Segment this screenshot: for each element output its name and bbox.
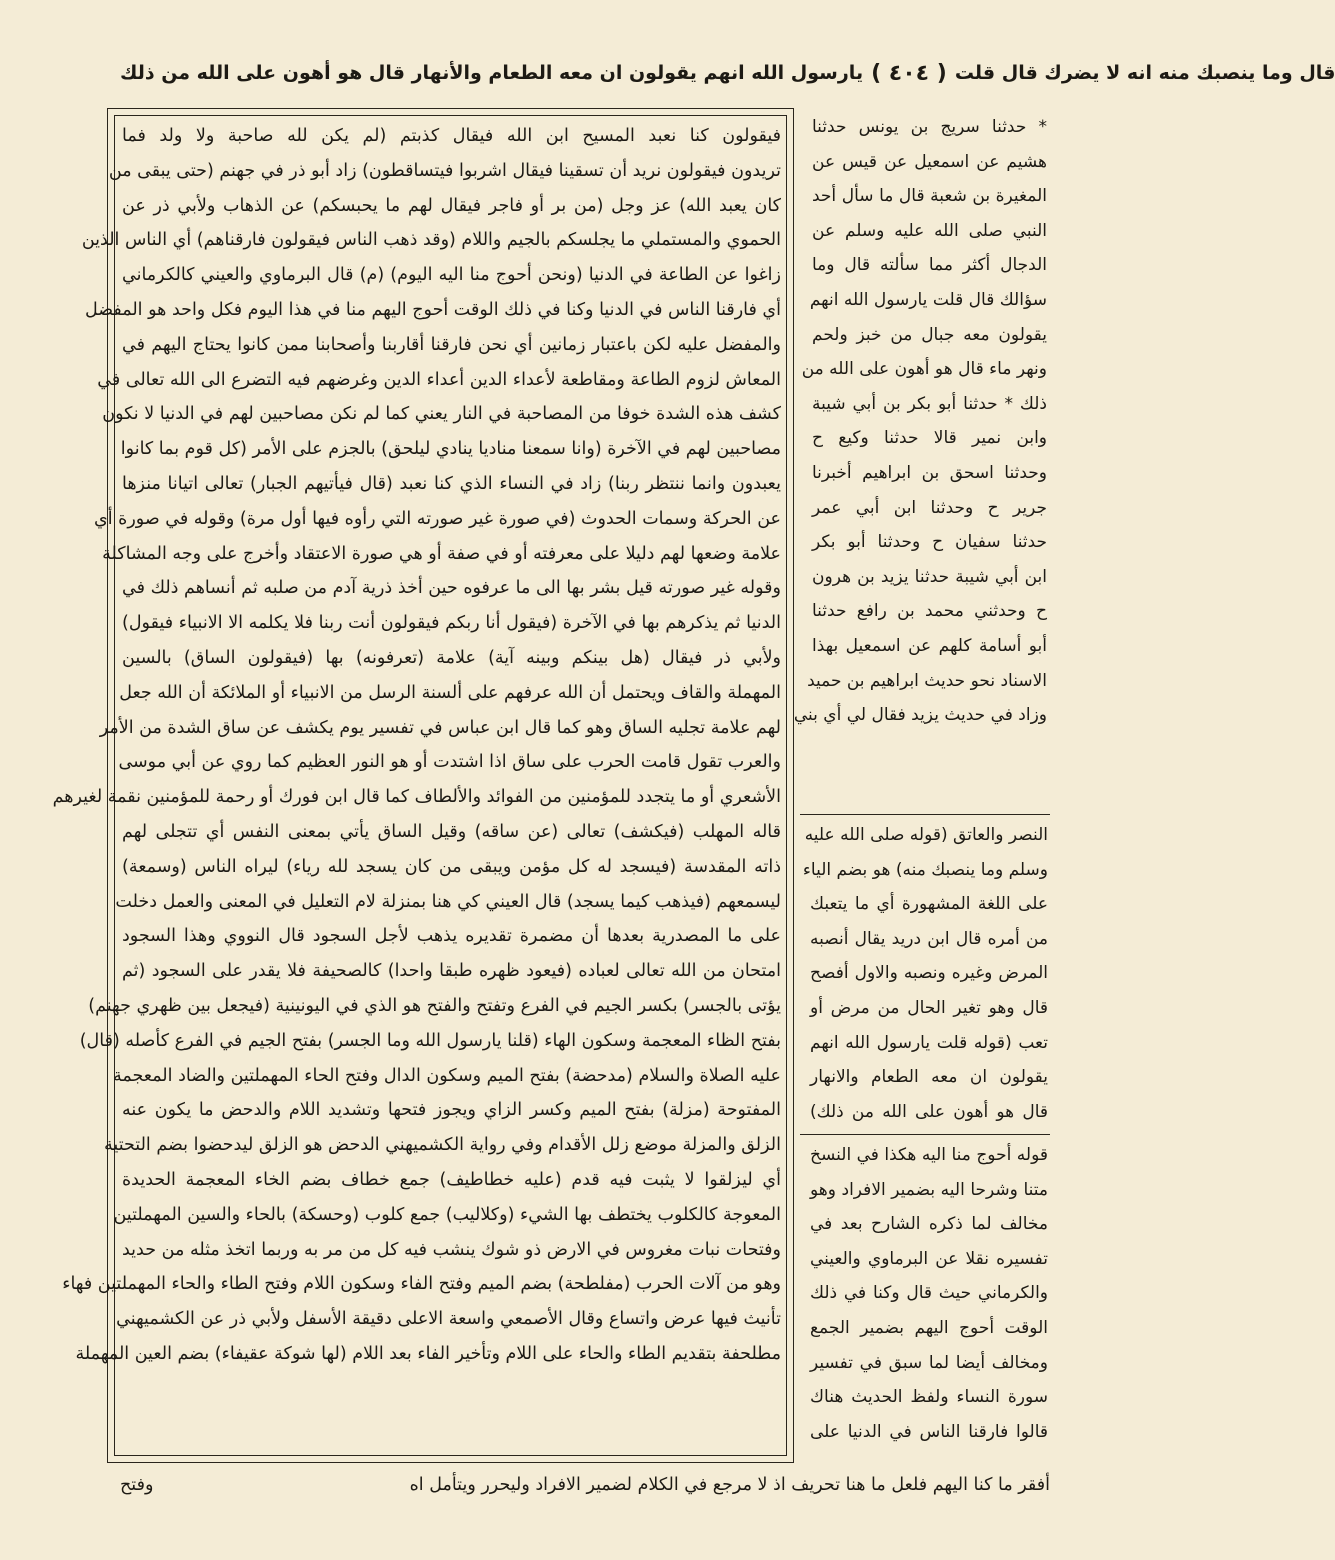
margin-middle-line: على اللغة المشهورة أي ما يتعبك: [810, 894, 1048, 915]
main-text-line: أي ليزلقوا لا يثبت فيه قدم (عليه خطاطيف) جمع خطاف بضم الخاء المعجمة الحديدة: [122, 1169, 781, 1190]
main-text-line: قاله المهلب (فيكشف) تعالى (عن ساقه) وقيل الساق يأتي بمعنى النفس أي تتجلى لهم: [122, 821, 781, 842]
margin-bottom-line: قالوا فارقنا الناس في الدنيا على: [810, 1421, 1048, 1442]
margin-top-line: هشيم عن اسمعيل عن قيس عن: [812, 151, 1047, 172]
margin-bottom-line: متنا وشرحا اليه بضمير الافراد وهو: [810, 1179, 1048, 1200]
main-text-line: تأنيث فيها عرض واتساع وقال الأصمعي واسعة الاعلى دقيقة الأسفل ولأبي ذر عن الكشميهني: [116, 1309, 781, 1330]
main-text-line: كشف هذه الشدة خوفا من المصاحبة في النار يعني كما لم نكن مصاحبين لهم في الدنيا لا نكون: [102, 404, 781, 425]
main-text-line: امتحان من الله تعالى لعباده (فيعود ظهره طبقا واحدا) كالصحيفة فلا يقدر على السجود (ثم: [122, 961, 781, 982]
margin-top-line: المغيرة بن شعبة قال ما سأل أحد: [812, 186, 1047, 207]
margin-top-line: سؤالك قال قلت يارسول الله انهم: [809, 289, 1047, 310]
main-text-line: والمفضل عليه لكن باعتبار زمانين أي نحن فارقنا أقاربنا وأصحابنا ممن كانوا يحتاج اليهم في: [122, 334, 781, 355]
main-text-line: والعرب تقول قامت الحرب على ساق اذا اشتدت أو هو النور العظيم كما روي عن أبي موسى: [118, 752, 781, 773]
margin-top-line: ذلك * حدثنا أبو بكر بن أبي شيبة: [812, 393, 1047, 414]
main-text-line: المفتوحة (مزلة) بفتح الميم وكسر الزاي ويجوز فتحها وتشديد اللام والدحض ما يكون عنه: [122, 1100, 781, 1121]
main-text-line: الزلق والمزلة موضع زلل الأقدام وفي رواية الكشميهني الدحض هو الزلق ليدحضوا بضم التحتية: [104, 1135, 781, 1156]
page-number: ( ٤٠٤ ): [871, 60, 947, 86]
main-text-line: وقوله غير صورته قيل بشر بها الى ما عرفوه حين أخذ ذرية آدم من صلبه ثم أنساهم ذلك في: [122, 578, 781, 599]
main-text-line: ذاته المقدسة (فيسجد له كل مؤمن ويبقى من كان يسجد لله رياء) ليراه الناس (وسمعة): [122, 856, 781, 877]
main-text-frame: [52, 108, 794, 1463]
margin-top-line: النبي صلى الله عليه وسلم عن: [812, 220, 1047, 241]
main-text-line: الدنيا ثم يذكرهم بها في الآخرة (فيقول أنا ربكم فيقولون أنت ربنا فلا يكلمه الا الانبياء فيقول): [122, 613, 781, 634]
main-text-line: وفتحات نبات مغروس في الارض ذو شوك ينشب فيه كل من مر به وربما اتخذ مثله من حديد: [122, 1239, 781, 1260]
margin-top-line: أبو أسامة كلهم عن اسمعيل بهذا: [812, 635, 1047, 656]
margin-top-line: * حدثنا سريج بن يونس حدثنا: [812, 117, 1047, 137]
margin-bottom-line: سورة النساء ولفظ الحديث هناك: [810, 1387, 1048, 1408]
main-text-line: يعبدون وانما ننتظر ربنا) زاد في النساء الذي كنا نعبد (قال فيأتيهم الجبار) تعالى اتيانا منزها: [122, 473, 781, 494]
main-text-line: على ما المصدرية بعدها أن مضمرة تقديره يذهب لأجل السجود قال النووي وهذا السجود: [122, 926, 781, 947]
margin-top-line: وحدثنا اسحق بن ابراهيم أخبرنا: [812, 462, 1047, 483]
footer-left-catchword: وفتح: [120, 1475, 154, 1495]
main-text-line: تريدون فيقولون نريد أن تسقينا فيقال اشربوا فيتساقطون) زاد أبو ذر في جهنم (حتى يبقى من: [108, 160, 781, 181]
margin-middle-line: يقولون ان معه الطعام والانهار: [810, 1067, 1048, 1088]
margin-middle-line: النصر والعاتق (قوله صلى الله عليه: [804, 825, 1048, 845]
main-text-line: مصاحبين لهم في الآخرة (وانا سمعنا مناديا ينادي ليلحق) بالجزم على الأمر (كل قوم بما كانوا: [120, 439, 781, 460]
margin-top-line: ح وحدثني محمد بن رافع حدثنا: [812, 601, 1047, 622]
footer-right-text: أفقر ما كنا اليهم فلعل ما هنا تحريف اذ لا مرجع في الكلام لضمير الافراد وليحرر ويتأمل اه: [409, 1475, 1050, 1495]
margin-middle-line: قال وهو تغير الحال من مرض أو: [810, 997, 1048, 1018]
main-text-line: وهو من آلات الحرب (مفلطحة) بضم الميم وفتح الفاء وسكون اللام وفتح الطاء والحاء المهملتين فهاء: [62, 1274, 781, 1295]
margin-bottom-line: مخالف لما ذكره الشارح بعد في: [810, 1214, 1048, 1235]
margin-top-line: ابن أبي شيبة حدثنا يزيد بن هرون: [812, 566, 1047, 587]
main-text-line: زاغوا عن الطاعة في الدنيا (ونحن أحوج منا اليه اليوم) (م) قال البرماوي والعيني كالكرماني: [122, 265, 781, 286]
margin-top-line: الدجال أكثر مما سألته قال وما: [812, 255, 1047, 276]
margin-divider-1: [800, 814, 1050, 815]
margin-top-line: وابن نمير قالا حدثنا وكيع ح: [812, 428, 1047, 449]
margin-bottom-line: قوله أحوج منا اليه هكذا في النسخ: [810, 1145, 1048, 1165]
main-text-line: عليه الصلاة والسلام (مدحضة) بفتح الميم وسكون الدال وفتح الحاء المهملتين والضاد المعجمة: [112, 1065, 781, 1086]
margin-bottom-line: ومخالف أيضا لما سبق في تفسير: [810, 1352, 1048, 1373]
main-text-line: فيقولون كنا نعبد المسيح ابن الله فيقال كذبتم (لم يكن لله صاحبة ولا ولد فما: [122, 126, 781, 146]
main-text-line: أي فارقنا الناس في الدنيا وكنا في ذلك الوقت أحوج اليهم منا في هذا اليوم فكل واحد هو المفضل: [84, 299, 781, 320]
main-text-line: كان يعبد الله) عز وجل (من بر أو فاجر فيقال لهم ما يحبسكم) عن الذهاب ولأبي ذر عن: [122, 195, 781, 216]
margin-text-bottom: [810, 1138, 1048, 1449]
margin-top-line: حدثنا سفيان ح وحدثنا أبو بكر: [812, 532, 1047, 553]
margin-top-line: وزاد في حديث يزيد فقال لي أي بني: [793, 705, 1047, 726]
margin-text-top: [793, 110, 1047, 733]
margin-text-middle: [802, 818, 1048, 1129]
main-text-line: المعوجة كالكلوب يختطف بها الشيء (وكلاليب) جمع كلوب (وحسكة) بالحاء والسين المهملتين: [113, 1204, 781, 1225]
margin-middle-line: تعب (قوله قلت يارسول الله انهم: [810, 1032, 1048, 1053]
main-text-line: المعاش لزوم الطاعة ومقاطعة لأعداء الدين أعداء الدين وغرضهم فيه التضرع الى الله تعالى في: [97, 369, 781, 390]
main-text-line: مطلحفة بتقديم الطاء والحاء على اللام وتأخير الفاء بعد اللام (لها شوكة عقيفاء) بضم العين المهملة: [75, 1343, 781, 1364]
main-text-line: لهم علامة تجليه الساق وهو كما قال ابن عباس في تفسير يوم يكشف عن ساق الشدة من الأمر: [99, 717, 781, 738]
main-text-line: الأشعري أو ما يتجدد للمؤمنين من الفوائد والألطاف كما قال ابن فورك أو رحمة للمؤمنين نقمة لغيرهم: [52, 787, 781, 808]
main-text-line: علامة وضعها لهم دليلا على معرفته أو في صفة أو هي صورة الاعتقاد وأخرج على وجه المشاكلة: [102, 543, 781, 564]
margin-middle-line: من أمره قال ابن دريد يقال أنصبه: [810, 928, 1048, 949]
main-text-line: ولأبي ذر فيقال (هل بينكم وبينه آية) علامة (تعرفونه) بها (فيقولون الساق) بالسين: [122, 647, 781, 668]
main-text-line: يؤتى بالجسر) بكسر الجيم في الفرع وتفتح والفتح هو الذي في اليونينية (فيجعل بين ظهري جهنم): [88, 995, 781, 1016]
margin-top-line: ونهر ماء قال هو أهون على الله من: [801, 359, 1047, 380]
margin-middle-line: قال هو أهون على الله من ذلك): [810, 1101, 1048, 1122]
margin-bottom-line: الوقت أحوج اليهم بضمير الجمع: [810, 1317, 1048, 1338]
main-text-line: المهملة والقاف ويحتمل أن الله عرفهم على ألسنة الرسل من الانبياء أو الملائكة أن الله جعل: [119, 682, 781, 703]
margin-middle-line: وسلم وما ينصبك منه) هو بضم الياء: [802, 859, 1048, 880]
main-text-line: بفتح الظاء المعجمة وسكون الهاء (قلنا يارسول الله وما الجسر) بفتح الجيم في الفرع كأصله (قال): [79, 1030, 781, 1051]
margin-top-line: الاسناد نحو حديث ابراهيم بن حميد: [807, 670, 1047, 691]
margin-divider-2: [800, 1134, 1050, 1135]
header-right-text: يارسول الله انهم يقولون ان معه الطعام والأنهار قال هو أهون على الله من ذلك: [120, 62, 864, 84]
page-header: [120, 58, 1335, 88]
margin-bottom-line: تفسيره نقلا عن البرماوي والعيني: [810, 1248, 1048, 1269]
margin-middle-line: المرض وغيره ونصبه والاول أفصح: [810, 963, 1048, 984]
main-text-line: عن الحركة وسمات الحدوث (في صورة غير صورته التي رأوه فيها أول مرة) وقوله في صورة أي: [94, 508, 781, 529]
main-text-line: الحموي والمستملي ما يجلسكم بالجيم واللام (وقد ذهب الناس فيقولون فارقناهم) أي الناس الذين: [81, 230, 781, 251]
page-footer: [120, 1468, 1050, 1502]
main-text-line: ليسمعهم (فيذهب كيما يسجد) قال العيني كي هنا بمنزلة لام التعليل في المعنى والعمل دخلت: [115, 891, 781, 912]
margin-top-line: جرير ح وحدثنا ابن أبي عمر: [812, 497, 1047, 518]
margin-bottom-line: والكرماني حيث قال وكنا في ذلك: [810, 1283, 1048, 1304]
header-left-text: قال وما ينصبك منه انه لا يضرك قال قلت: [954, 62, 1335, 84]
margin-top-line: يقولون معه جبال من خبز ولحم: [812, 324, 1047, 345]
main-text-block: [52, 119, 781, 1454]
